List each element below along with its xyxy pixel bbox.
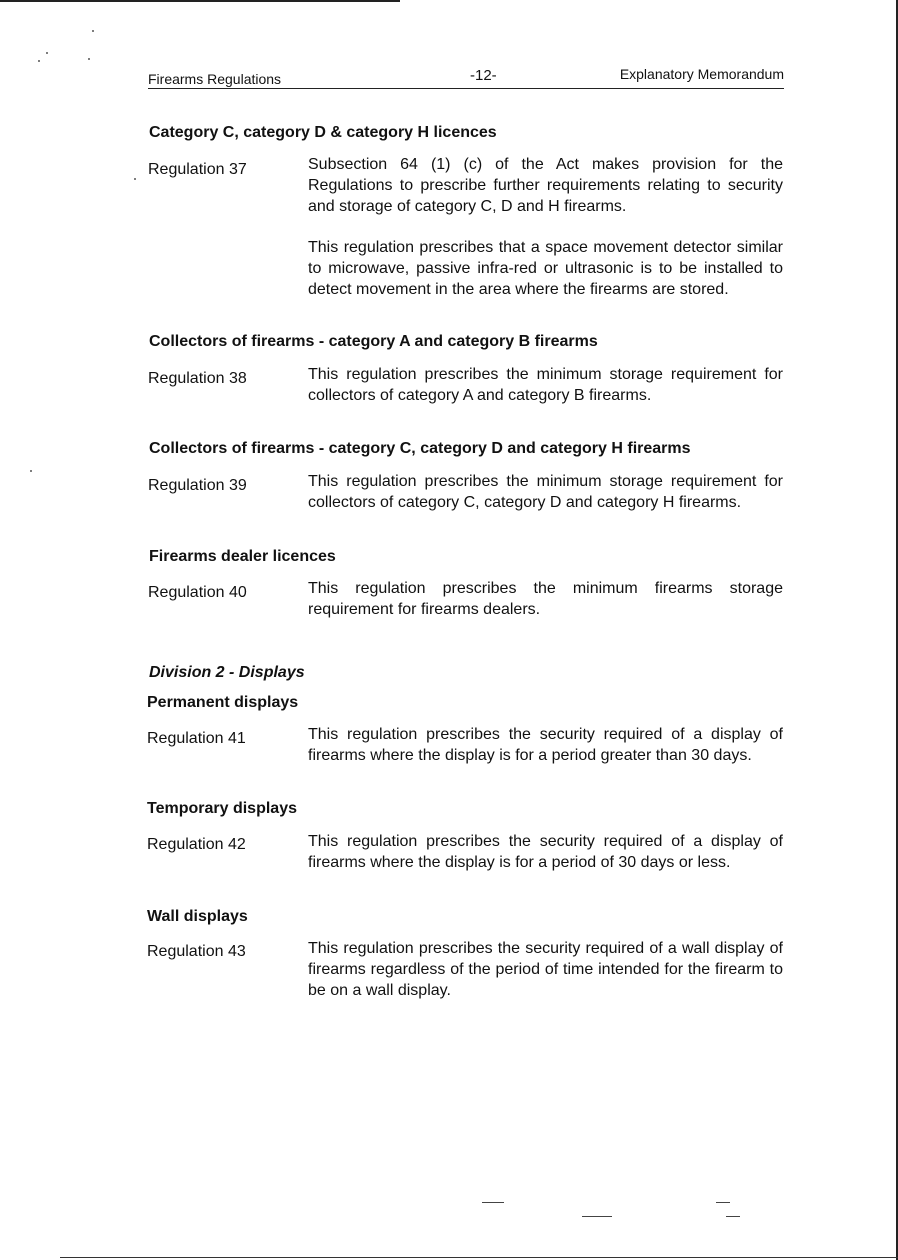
regulation-42-paragraph: This regulation prescribes the security required of a display of firearms where the display is for a period of 30 days or less. xyxy=(308,833,783,871)
scan-edge-top xyxy=(0,0,400,2)
heading-category-cdh-licences: Category C, category D & category H licences xyxy=(149,124,497,141)
regulation-40-label: Regulation 40 xyxy=(148,584,247,601)
scan-speck xyxy=(134,178,136,180)
heading-wall-displays: Wall displays xyxy=(147,908,248,925)
scan-mark xyxy=(582,1216,612,1217)
regulation-39-label: Regulation 39 xyxy=(148,477,247,494)
scan-edge-bottom xyxy=(60,1257,898,1258)
regulation-38-label: Regulation 38 xyxy=(148,370,247,387)
heading-collectors-cdh: Collectors of firearms - category C, category D and category H firearms xyxy=(149,440,691,457)
scan-speck xyxy=(30,470,32,472)
scan-speck xyxy=(38,60,40,62)
scan-speck xyxy=(46,52,48,54)
regulation-37-label: Regulation 37 xyxy=(148,161,247,178)
heading-collectors-ab: Collectors of firearms - category A and category B firearms xyxy=(149,333,598,350)
regulation-43-paragraph: This regulation prescribes the security required of a wall display of firearms regardless of the period of time intended for the firearm to be on a wall display. xyxy=(308,940,783,999)
heading-permanent-displays: Permanent displays xyxy=(147,694,299,711)
page-header xyxy=(148,66,784,89)
regulation-37-paragraph-1: Subsection 64 (1) (c) of the Act makes provision for the Regulations to prescribe further requirements relating to security and storage of category C, D and H firearms. xyxy=(308,156,783,215)
page-number: -12- xyxy=(470,67,497,84)
regulation-41-label: Regulation 41 xyxy=(147,730,246,747)
scan-speck xyxy=(88,58,90,60)
scan-mark xyxy=(726,1216,740,1217)
heading-temporary-displays: Temporary displays xyxy=(147,800,297,817)
scan-mark xyxy=(716,1202,730,1203)
division-2-heading: Division 2 - Displays xyxy=(149,664,305,681)
regulation-43-label: Regulation 43 xyxy=(147,943,246,960)
scan-speck xyxy=(92,30,94,32)
header-document-type: Explanatory Memorandum xyxy=(619,66,784,82)
scan-mark xyxy=(482,1202,504,1203)
regulation-38-paragraph: This regulation prescribes the minimum storage requirement for collectors of category A and category B firearms. xyxy=(308,366,783,404)
header-title: Firearms Regulations xyxy=(148,71,282,87)
regulation-39-paragraph: This regulation prescribes the minimum storage requirement for collectors of category C, category D and category H firearms. xyxy=(308,473,783,511)
regulation-40-paragraph: This regulation prescribes the minimum firearms storage requirement for firearms dealers. xyxy=(308,580,783,618)
regulation-37-paragraph-2: This regulation prescribes that a space movement detector similar to microwave, passive infra-red or ultrasonic is to be installed to detect movement in the area where the firearms are stored. xyxy=(308,239,783,298)
regulation-42-label: Regulation 42 xyxy=(147,836,246,853)
heading-dealer-licences: Firearms dealer licences xyxy=(149,548,336,565)
regulation-41-paragraph: This regulation prescribes the security required of a display of firearms where the display is for a period greater than 30 days. xyxy=(308,726,783,764)
